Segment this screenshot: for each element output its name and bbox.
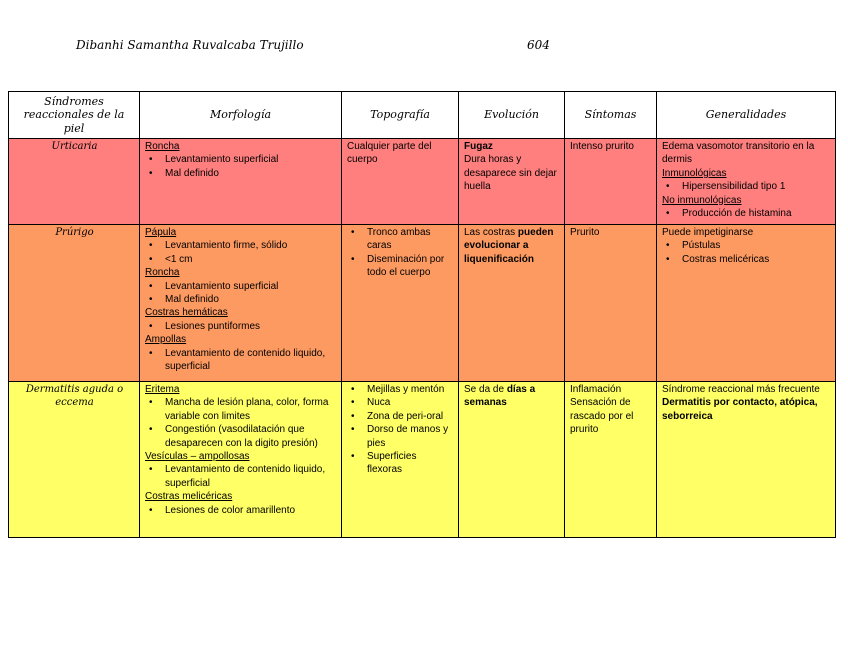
gen-bold: Dermatitis por contacto, atópica, seborreica xyxy=(662,397,818,422)
list-item: • Mal definido xyxy=(145,293,337,306)
list-item: • Nuca xyxy=(347,396,454,409)
row-label-prurigo: Prúrigo xyxy=(9,225,140,382)
row-label-dermatitis: Dermatitis aguda o eccema xyxy=(9,382,140,538)
gen-text: Edema vasomotor transitorio en la dermis xyxy=(662,141,815,166)
cell-morfologia xyxy=(140,139,342,225)
col-header-morfologia: Morfología xyxy=(140,92,342,139)
list-item: • Levantamiento superficial xyxy=(145,153,337,166)
lesion-heading: Costras hemáticas xyxy=(145,307,228,319)
cell-generalidades xyxy=(657,139,836,225)
lesion-heading: Vesículas – ampollosas xyxy=(145,451,250,463)
table-header-row xyxy=(9,92,836,139)
cell-evolucion xyxy=(459,382,565,538)
list-item: • Diseminación por todo el cuerpo xyxy=(347,253,454,280)
table-row xyxy=(9,139,836,225)
cell-sintomas: Prurito xyxy=(565,225,657,382)
evolution-bold: Fugaz xyxy=(464,141,493,152)
table-row xyxy=(9,382,836,538)
page-number: 604 xyxy=(527,38,550,52)
list-item: • Costras melicéricas xyxy=(662,253,831,266)
cell-generalidades xyxy=(657,382,836,538)
list-item: • Hipersensibilidad tipo 1 xyxy=(662,180,831,193)
cell-generalidades xyxy=(657,225,836,382)
evolution-bold: días a xyxy=(506,384,536,395)
col-header-evolucion: Evolución xyxy=(459,92,565,139)
lesion-heading: Roncha xyxy=(145,141,180,152)
syndromes-table xyxy=(8,91,836,538)
lesion-heading: Pápula xyxy=(145,227,177,238)
cell-sintomas: Inflamación Sensación de rascado por el prurito xyxy=(565,382,657,538)
list-item: • Mejillas y mentón xyxy=(347,383,454,396)
evolution-text: Las costras xyxy=(464,227,516,238)
list-item: • Mancha de lesión plana, color, forma variable con limites xyxy=(145,396,337,423)
cell-morfologia xyxy=(140,382,342,538)
evolution-bold: semanas xyxy=(464,397,507,409)
evolution-text: Dura horas y desaparece sin dejar huella xyxy=(464,154,557,193)
list-item: • Levantamiento de contenido liquido, superficial xyxy=(145,463,337,490)
list-item: • Lesiones de color amarillento xyxy=(145,504,337,517)
col-header-sindromes: Síndromes reaccionales de la piel xyxy=(9,92,140,139)
gen-heading: No inmunológicas xyxy=(662,194,742,206)
list-item: • Congestión (vasodilatación que desaparecen con la digito presión) xyxy=(145,423,337,450)
col-header-sintomas: Síntomas xyxy=(565,92,657,139)
gen-heading: Inmunológicas xyxy=(662,167,727,179)
table-row xyxy=(9,225,836,382)
col-header-topografia: Topografía xyxy=(342,92,459,139)
list-item: • Levantamiento de contenido liquido, superficial xyxy=(145,347,337,374)
list-item: • Tronco ambas caras xyxy=(347,226,454,253)
evolution-bold: pueden evolucionar a liquenificación xyxy=(464,227,554,265)
list-item: • Levantamiento firme, sólido xyxy=(145,239,337,252)
author-name: Dibanhi Samantha Ruvalcaba Trujillo xyxy=(76,38,304,52)
gen-text: Puede impetiginarse xyxy=(662,227,754,238)
cell-topografia: Cualquier parte del cuerpo xyxy=(342,139,459,225)
list-item: • Superficies flexoras xyxy=(347,450,454,477)
list-item: • Dorso de manos y pies xyxy=(347,423,454,450)
cell-topografia xyxy=(342,382,459,538)
gen-text: Síndrome reaccional más frecuente xyxy=(662,384,820,395)
list-item: • Zona de peri-oral xyxy=(347,410,454,423)
row-label-urticaria: Urticaria xyxy=(9,139,140,225)
lesion-heading: Costras melicéricas xyxy=(145,491,233,503)
list-item: • Mal definido xyxy=(145,167,337,180)
cell-evolucion xyxy=(459,225,565,382)
list-item: • Producción de histamina xyxy=(662,207,831,220)
list-item: • Levantamiento superficial xyxy=(145,280,337,293)
col-header-generalidades: Generalidades xyxy=(657,92,836,139)
evolution-text: Se da de xyxy=(464,384,505,395)
cell-topografia xyxy=(342,225,459,382)
lesion-heading: Ampollas xyxy=(145,334,187,346)
lesion-heading: Eritema xyxy=(145,384,180,395)
cell-morfologia xyxy=(140,225,342,382)
cell-evolucion xyxy=(459,139,565,225)
list-item: • <1 cm xyxy=(145,253,337,266)
list-item: • Pústulas xyxy=(662,239,831,252)
list-item: • Lesiones puntiformes xyxy=(145,320,337,333)
lesion-heading: Roncha xyxy=(145,267,180,279)
cell-sintomas: Intenso prurito xyxy=(565,139,657,225)
